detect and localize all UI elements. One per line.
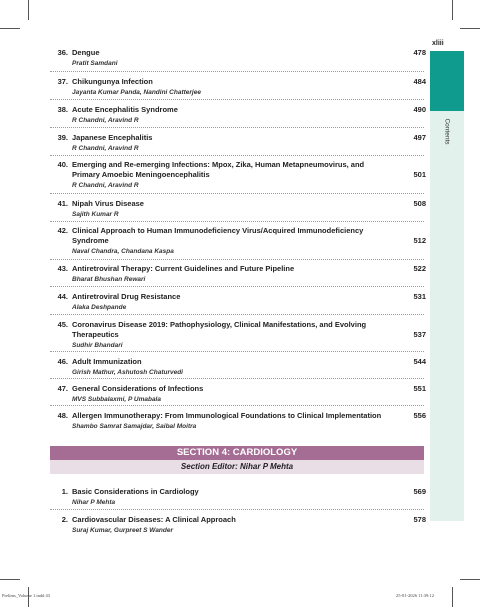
entry-title: Japanese Encephalitis (72, 133, 153, 142)
crop-mark-top-left-h (0, 28, 20, 29)
entry-authors: Sudhir Bhandari (72, 342, 123, 349)
divider (50, 71, 424, 72)
entry-number: 39. (57, 133, 68, 142)
entry-page: 544 (413, 357, 426, 366)
entry-page: 478 (413, 48, 426, 57)
entry-page: 531 (413, 292, 426, 301)
entry-number: 2. (61, 515, 68, 524)
entry-title: Emerging and Re-emerging Infections: Mpox, Zika, Human Metapneumovirus, and Primary Amoebic Meningoencephalitis (72, 160, 365, 179)
entry-number: 48. (57, 411, 68, 420)
divider (50, 155, 424, 156)
side-tab (430, 111, 464, 151)
entry-authors: R Chandni, Aravind R (72, 117, 139, 124)
entry-title: Nipah Virus Disease (72, 199, 144, 208)
entry-authors: R Chandni, Aravind R (72, 145, 139, 152)
divider (50, 259, 424, 260)
divider (50, 405, 424, 406)
crop-mark-bottom-right-h (460, 579, 480, 580)
entry-number: 42. (57, 226, 68, 235)
crop-mark-top-left-v (28, 0, 29, 20)
divider (50, 221, 424, 222)
footer-file: Prelims_Volume 1.indd 43 (2, 593, 51, 598)
entry-authors: Shambo Samrat Samajdar, Saibal Moitra (72, 423, 197, 430)
footer-timestamp: 25-01-2026 11:39:12 (396, 593, 434, 598)
entry-page: 551 (413, 384, 426, 393)
entry-page: 556 (413, 411, 426, 420)
entry-authors: R Chandni, Aravind R (72, 182, 139, 189)
entry-number: 40. (57, 160, 68, 169)
entry-number: 41. (57, 199, 68, 208)
divider (50, 286, 424, 287)
entry-title: General Considerations of Infections (72, 384, 204, 393)
entry-number: 43. (57, 264, 68, 273)
crop-mark-top-right-v (452, 0, 453, 20)
entry-authors: Suraj Kumar, Gurpreet S Wander (72, 527, 174, 534)
page-number: xliii (432, 40, 444, 47)
side-tab-block (430, 51, 464, 111)
crop-mark-bottom-right-v (452, 587, 453, 607)
entry-authors: Nihar P Mehta (72, 499, 116, 506)
divider (50, 509, 424, 510)
entry-number: 44. (57, 292, 68, 301)
entry-authors: Sajith Kumar R (72, 211, 119, 218)
entry-number: 38. (57, 105, 68, 114)
entry-page: 484 (413, 77, 426, 86)
entry-title: Acute Encephalitis Syndrome (72, 105, 178, 114)
entry-title: Clinical Approach to Human Immunodeficiency Virus/Acquired Immunodeficiency Syndrome (72, 226, 364, 245)
entry-authors: MVS Subbalaxmi, P Umabala (72, 396, 161, 403)
entry-title: Chikungunya Infection (72, 77, 153, 86)
divider (50, 99, 424, 100)
entry-authors: Alaka Deshpande (72, 304, 127, 311)
entry-number: 36. (57, 48, 68, 57)
crop-mark-bottom-left-h (0, 579, 20, 580)
side-tab-label: Contents (443, 117, 451, 145)
entry-page: 569 (413, 487, 426, 496)
crop-mark-top-right-h (460, 28, 480, 29)
divider (50, 378, 424, 379)
entry-authors: Jayanta Kumar Panda, Nandini Chatterjee (72, 89, 201, 96)
entry-page: 537 (413, 330, 426, 339)
entry-authors: Pratit Samdani (72, 60, 118, 67)
entry-number: 45. (57, 320, 68, 329)
entry-page: 522 (413, 264, 426, 273)
entry-number: 37. (57, 77, 68, 86)
entry-page: 501 (413, 170, 426, 179)
entry-number: 47. (57, 384, 68, 393)
entry-authors: Naval Chandra, Chandana Kaspa (72, 248, 174, 255)
entry-title: Basic Considerations in Cardiology (72, 487, 199, 496)
divider (50, 351, 424, 352)
entry-page: 508 (413, 199, 426, 208)
entry-authors: Girish Mathur, Ashutosh Chaturvedi (72, 369, 183, 376)
entry-title: Dengue (72, 48, 100, 57)
entry-title: Antiretroviral Therapy: Current Guidelines and Future Pipeline (72, 264, 295, 273)
entry-page: 578 (413, 515, 426, 524)
entry-number: 1. (61, 487, 68, 496)
entry-page: 490 (413, 105, 426, 114)
entry-title: Antiretroviral Drug Resistance (72, 292, 181, 301)
divider (50, 193, 424, 194)
entry-title: Allergen Immunotherapy: From Immunological Foundations to Clinical Implementation (72, 411, 382, 420)
entry-title: Adult Immunization (72, 357, 142, 366)
entry-title: Cardiovascular Diseases: A Clinical Approach (72, 515, 236, 524)
section-title: SECTION 4: CARDIOLOGY (50, 446, 424, 460)
section-editor: Section Editor: Nihar P Mehta (50, 460, 424, 474)
entry-number: 46. (57, 357, 68, 366)
entry-authors: Bharat Bhushan Rewari (72, 276, 146, 283)
entry-page: 497 (413, 133, 426, 142)
entry-page: 512 (413, 236, 426, 245)
divider (50, 127, 424, 128)
divider (50, 314, 424, 315)
entry-title: Coronavirus Disease 2019: Pathophysiology, Clinical Manifestations, and Evolving Therapeutics (72, 320, 367, 339)
